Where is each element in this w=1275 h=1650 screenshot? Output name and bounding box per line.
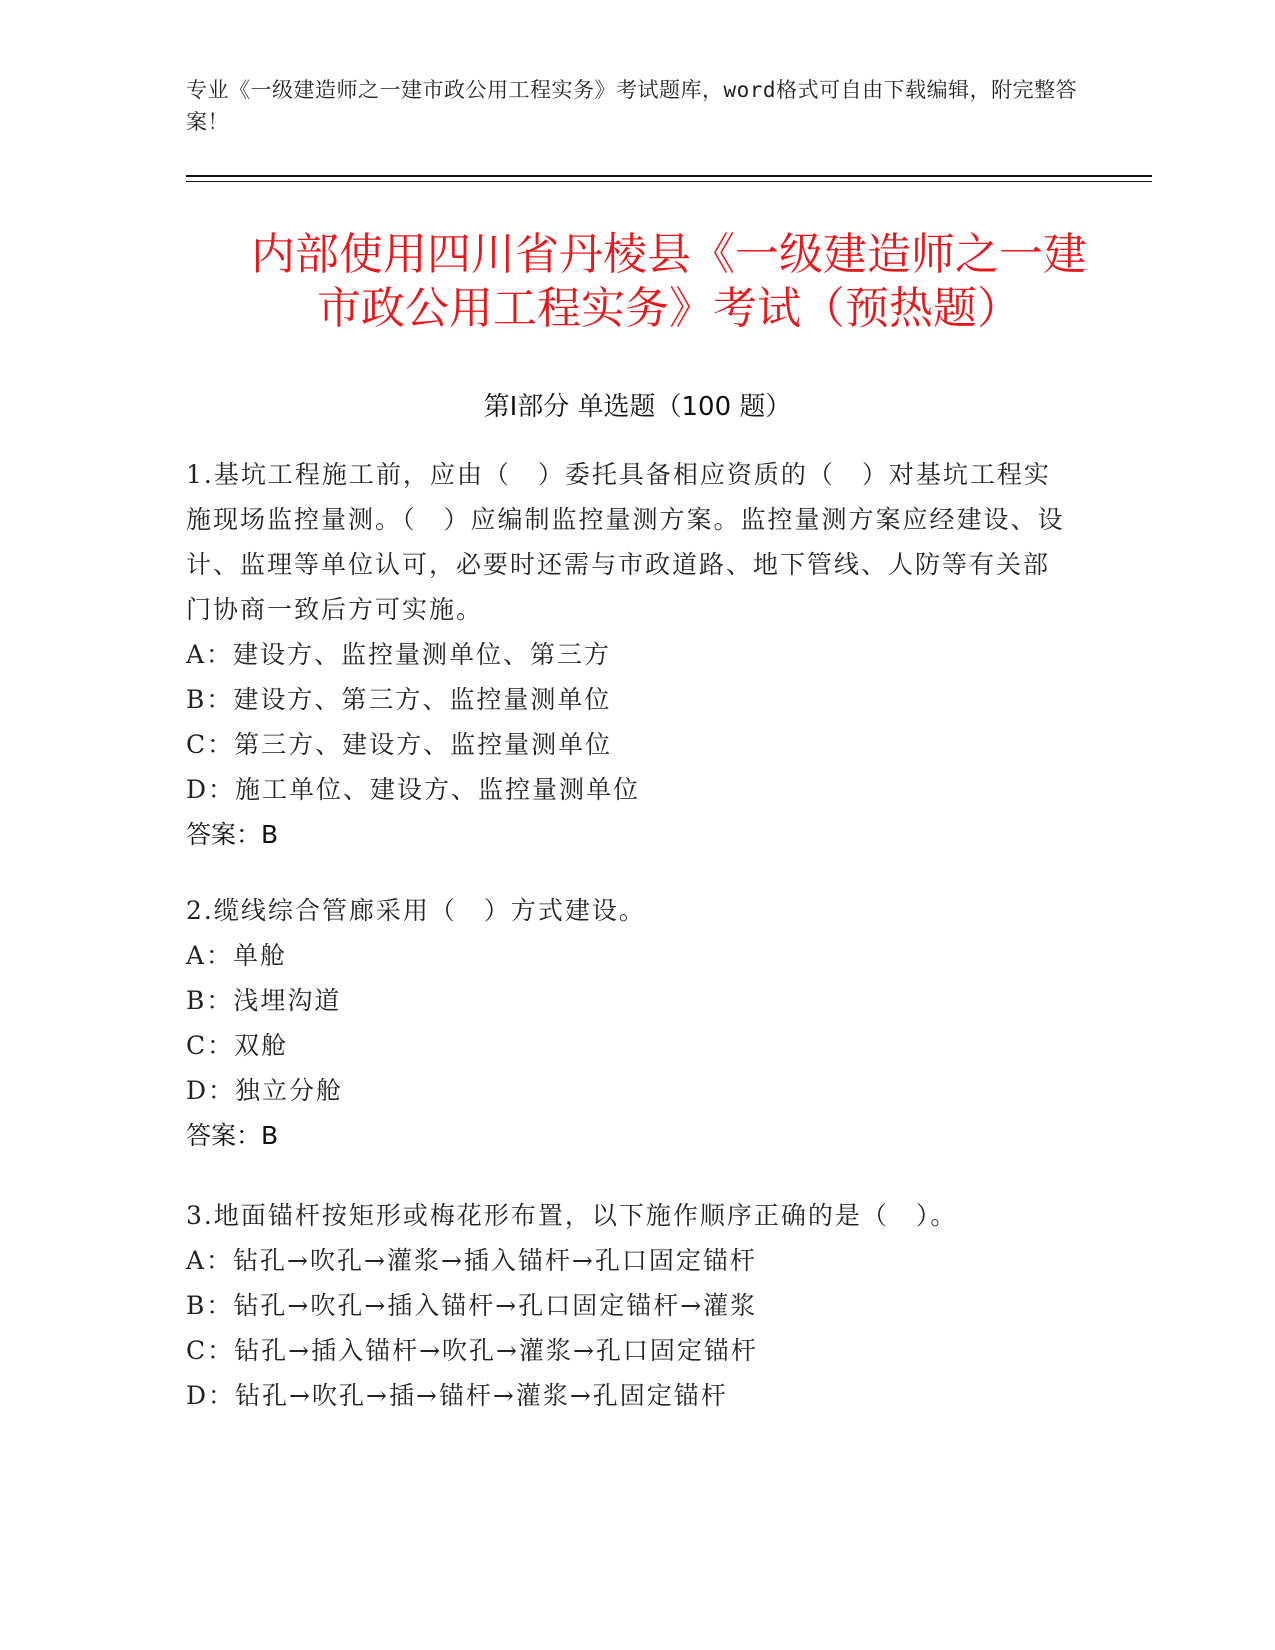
title-line-2: 市政公用工程实务》考试（预热题） [317, 283, 1021, 334]
header-note: 专业《一级建造师之一建市政公用工程实务》考试题库，word格式可自由下载编辑，附完整答案！ [186, 78, 1078, 134]
question-3-option-d: D：钻孔→吹孔→插→锚杆→灌浆→孔固定锚杆 [186, 1381, 728, 1410]
question-1-text: 1.基坑工程施工前，应由（ ）委托具备相应资质的（ ）对基坑工程实施现场监控量测。（ ）应编制监控量测方案。监控量测方案应经建设、设计、监理等单位认可，必要时还需与市政道路、地下管线、人防等有关部门协商一致后方可实施。 [186, 460, 1065, 624]
question-1 [186, 452, 1066, 857]
title-line-1: 内部使用四川省丹棱县《一级建造师之一建 [251, 229, 1087, 280]
question-1-option-d: D：施工单位、建设方、监控量测单位 [186, 775, 641, 804]
question-3-option-b: B：钻孔→吹孔→插入锚杆→孔口固定锚杆→灌浆 [186, 1291, 758, 1320]
header-divider-thick [186, 175, 1152, 177]
question-1-option-c: C：第三方、建设方、监控量测单位 [186, 730, 613, 759]
question-3-text: 3.地面锚杆按矩形或梅花形布置，以下施作顺序正确的是（ ）。 [186, 1201, 958, 1230]
question-1-option-a: A：建设方、监控量测单位、第三方 [186, 640, 612, 669]
question-3-option-c: C：钻孔→插入锚杆→吹孔→灌浆→孔口固定锚杆 [186, 1336, 758, 1365]
question-2-text: 2.缆线综合管廊采用（ ）方式建设。 [186, 896, 646, 925]
question-1-answer: 答案：B [186, 820, 279, 849]
question-3-option-a: A：钻孔→吹孔→灌浆→插入锚杆→孔口固定锚杆 [186, 1246, 757, 1275]
header-divider-thin [186, 181, 1152, 182]
question-2-option-b: B：浅埋沟道 [186, 986, 342, 1015]
document-title [186, 228, 1152, 336]
question-2-answer: 答案：B [186, 1121, 279, 1150]
question-2-option-a: A：单舱 [186, 941, 288, 970]
question-1-option-b: B：建设方、第三方、监控量测单位 [186, 685, 612, 714]
question-2 [186, 888, 1066, 1158]
question-2-option-d: D：独立分舱 [186, 1076, 344, 1105]
question-2-option-c: C：双舱 [186, 1031, 289, 1060]
question-3 [186, 1193, 1066, 1418]
section-title: 第Ⅰ部分 单选题（100 题） [483, 392, 792, 422]
